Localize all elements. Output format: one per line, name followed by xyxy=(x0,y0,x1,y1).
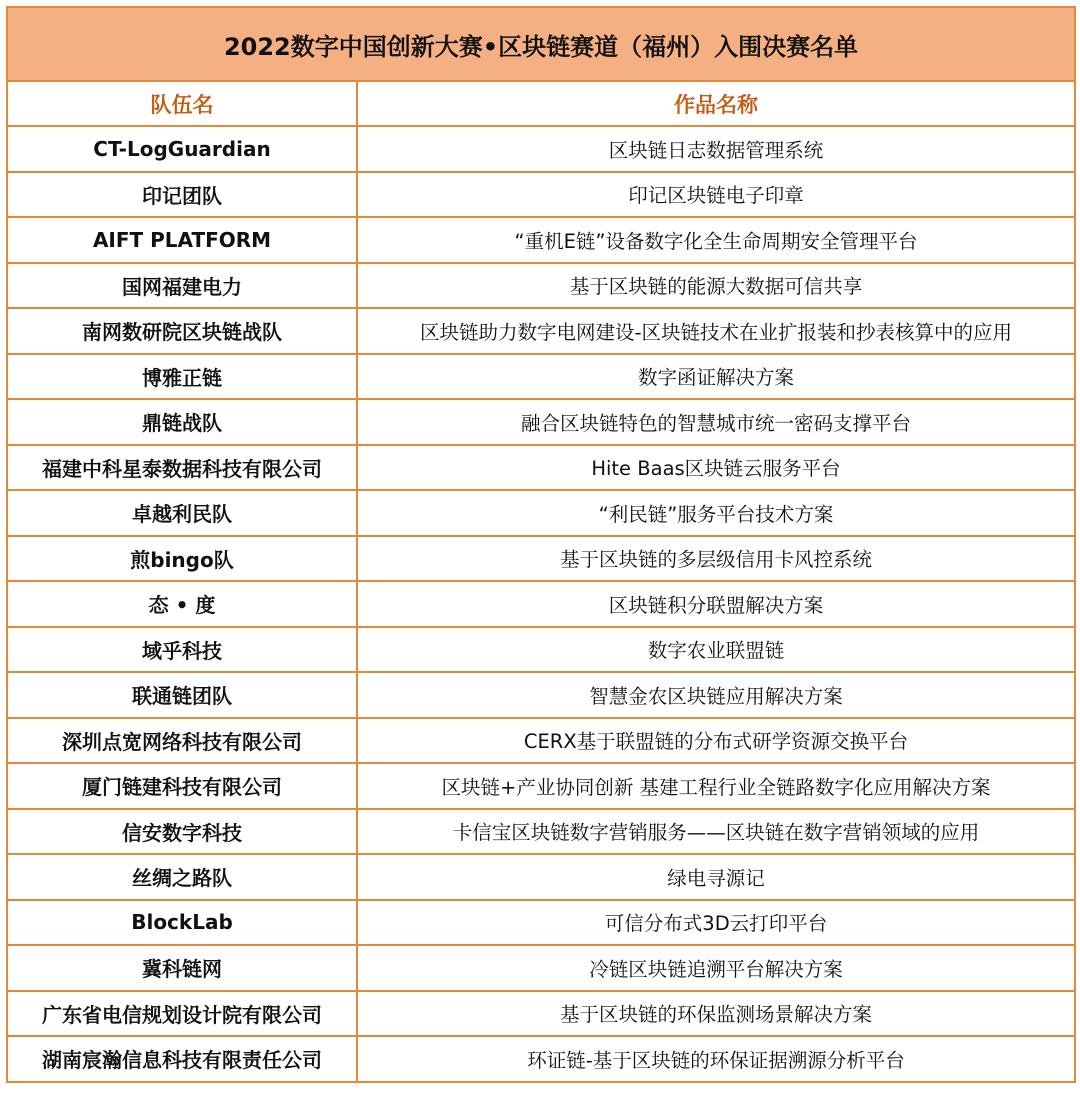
column-header-row xyxy=(7,81,1075,126)
work-title-cell: 区块链积分联盟解决方案 xyxy=(357,581,1075,627)
title-row xyxy=(7,7,1075,81)
column-header-work: 作品名称 xyxy=(357,81,1075,126)
work-title-cell: 绿电寻源记 xyxy=(357,854,1075,900)
team-name-cell: CT-LogGuardian xyxy=(7,126,357,172)
table-row xyxy=(7,126,1075,172)
work-title-cell: Hite Baas区块链云服务平台 xyxy=(357,445,1075,491)
table-row xyxy=(7,217,1075,263)
team-name-cell: 广东省电信规划设计院有限公司 xyxy=(7,991,357,1037)
work-title-cell: 数字函证解决方案 xyxy=(357,354,1075,400)
table-row xyxy=(7,809,1075,855)
team-name-cell: 南网数研院区块链战队 xyxy=(7,308,357,354)
work-title-cell: “利民链”服务平台技术方案 xyxy=(357,490,1075,536)
team-name-cell: 福建中科星泰数据科技有限公司 xyxy=(7,445,357,491)
table-row xyxy=(7,900,1075,946)
team-name-cell: 丝绸之路队 xyxy=(7,854,357,900)
work-title-cell: 区块链日志数据管理系统 xyxy=(357,126,1075,172)
table-row xyxy=(7,445,1075,491)
finalist-list xyxy=(6,6,1074,1083)
work-title-cell: 环证链-基于区块链的环保证据溯源分析平台 xyxy=(357,1036,1075,1082)
team-name-cell: 博雅正链 xyxy=(7,354,357,400)
column-header-team: 队伍名 xyxy=(7,81,357,126)
work-title-cell: “重机E链”设备数字化全生命周期安全管理平台 xyxy=(357,217,1075,263)
work-title-cell: 数字农业联盟链 xyxy=(357,627,1075,673)
team-name-cell: 鼎链战队 xyxy=(7,399,357,445)
table-title: 2022数字中国创新大赛•区块链赛道（福州）入围决赛名单 xyxy=(7,7,1075,81)
work-title-cell: 卡信宝区块链数字营销服务——区块链在数字营销领域的应用 xyxy=(357,809,1075,855)
table-row xyxy=(7,172,1075,218)
work-title-cell: 基于区块链的多层级信用卡风控系统 xyxy=(357,536,1075,582)
table-row xyxy=(7,627,1075,673)
team-name-cell: 煎bingo队 xyxy=(7,536,357,582)
team-name-cell: 卓越利民队 xyxy=(7,490,357,536)
table-row xyxy=(7,1036,1075,1082)
team-name-cell: 印记团队 xyxy=(7,172,357,218)
table-row xyxy=(7,581,1075,627)
work-title-cell: 融合区块链特色的智慧城市统一密码支撑平台 xyxy=(357,399,1075,445)
finalist-table xyxy=(6,6,1076,1083)
table-row xyxy=(7,991,1075,1037)
work-title-cell: 印记区块链电子印章 xyxy=(357,172,1075,218)
table-body xyxy=(7,126,1075,1082)
work-title-cell: 基于区块链的能源大数据可信共享 xyxy=(357,263,1075,309)
team-name-cell: 湖南宸瀚信息科技有限责任公司 xyxy=(7,1036,357,1082)
team-name-cell: 域乎科技 xyxy=(7,627,357,673)
team-name-cell: BlockLab xyxy=(7,900,357,946)
work-title-cell: 区块链+产业协同创新 基建工程行业全链路数字化应用解决方案 xyxy=(357,763,1075,809)
work-title-cell: 基于区块链的环保监测场景解决方案 xyxy=(357,991,1075,1037)
table-row xyxy=(7,354,1075,400)
team-name-cell: 厦门链建科技有限公司 xyxy=(7,763,357,809)
team-name-cell: 深圳点宽网络科技有限公司 xyxy=(7,718,357,764)
work-title-cell: 冷链区块链追溯平台解决方案 xyxy=(357,945,1075,991)
work-title-cell: CERX基于联盟链的分布式研学资源交换平台 xyxy=(357,718,1075,764)
table-row xyxy=(7,399,1075,445)
team-name-cell: 联通链团队 xyxy=(7,672,357,718)
team-name-cell: 信安数字科技 xyxy=(7,809,357,855)
team-name-cell: 国网福建电力 xyxy=(7,263,357,309)
work-title-cell: 可信分布式3D云打印平台 xyxy=(357,900,1075,946)
table-row xyxy=(7,263,1075,309)
team-name-cell: 态 • 度 xyxy=(7,581,357,627)
team-name-cell: 冀科链网 xyxy=(7,945,357,991)
table-row xyxy=(7,308,1075,354)
work-title-cell: 区块链助力数字电网建设-区块链技术在业扩报装和抄表核算中的应用 xyxy=(357,308,1075,354)
team-name-cell: AIFT PLATFORM xyxy=(7,217,357,263)
work-title-cell: 智慧金农区块链应用解决方案 xyxy=(357,672,1075,718)
table-row xyxy=(7,945,1075,991)
table-row xyxy=(7,536,1075,582)
table-row xyxy=(7,490,1075,536)
table-row xyxy=(7,854,1075,900)
table-row xyxy=(7,763,1075,809)
table-row xyxy=(7,672,1075,718)
table-row xyxy=(7,718,1075,764)
